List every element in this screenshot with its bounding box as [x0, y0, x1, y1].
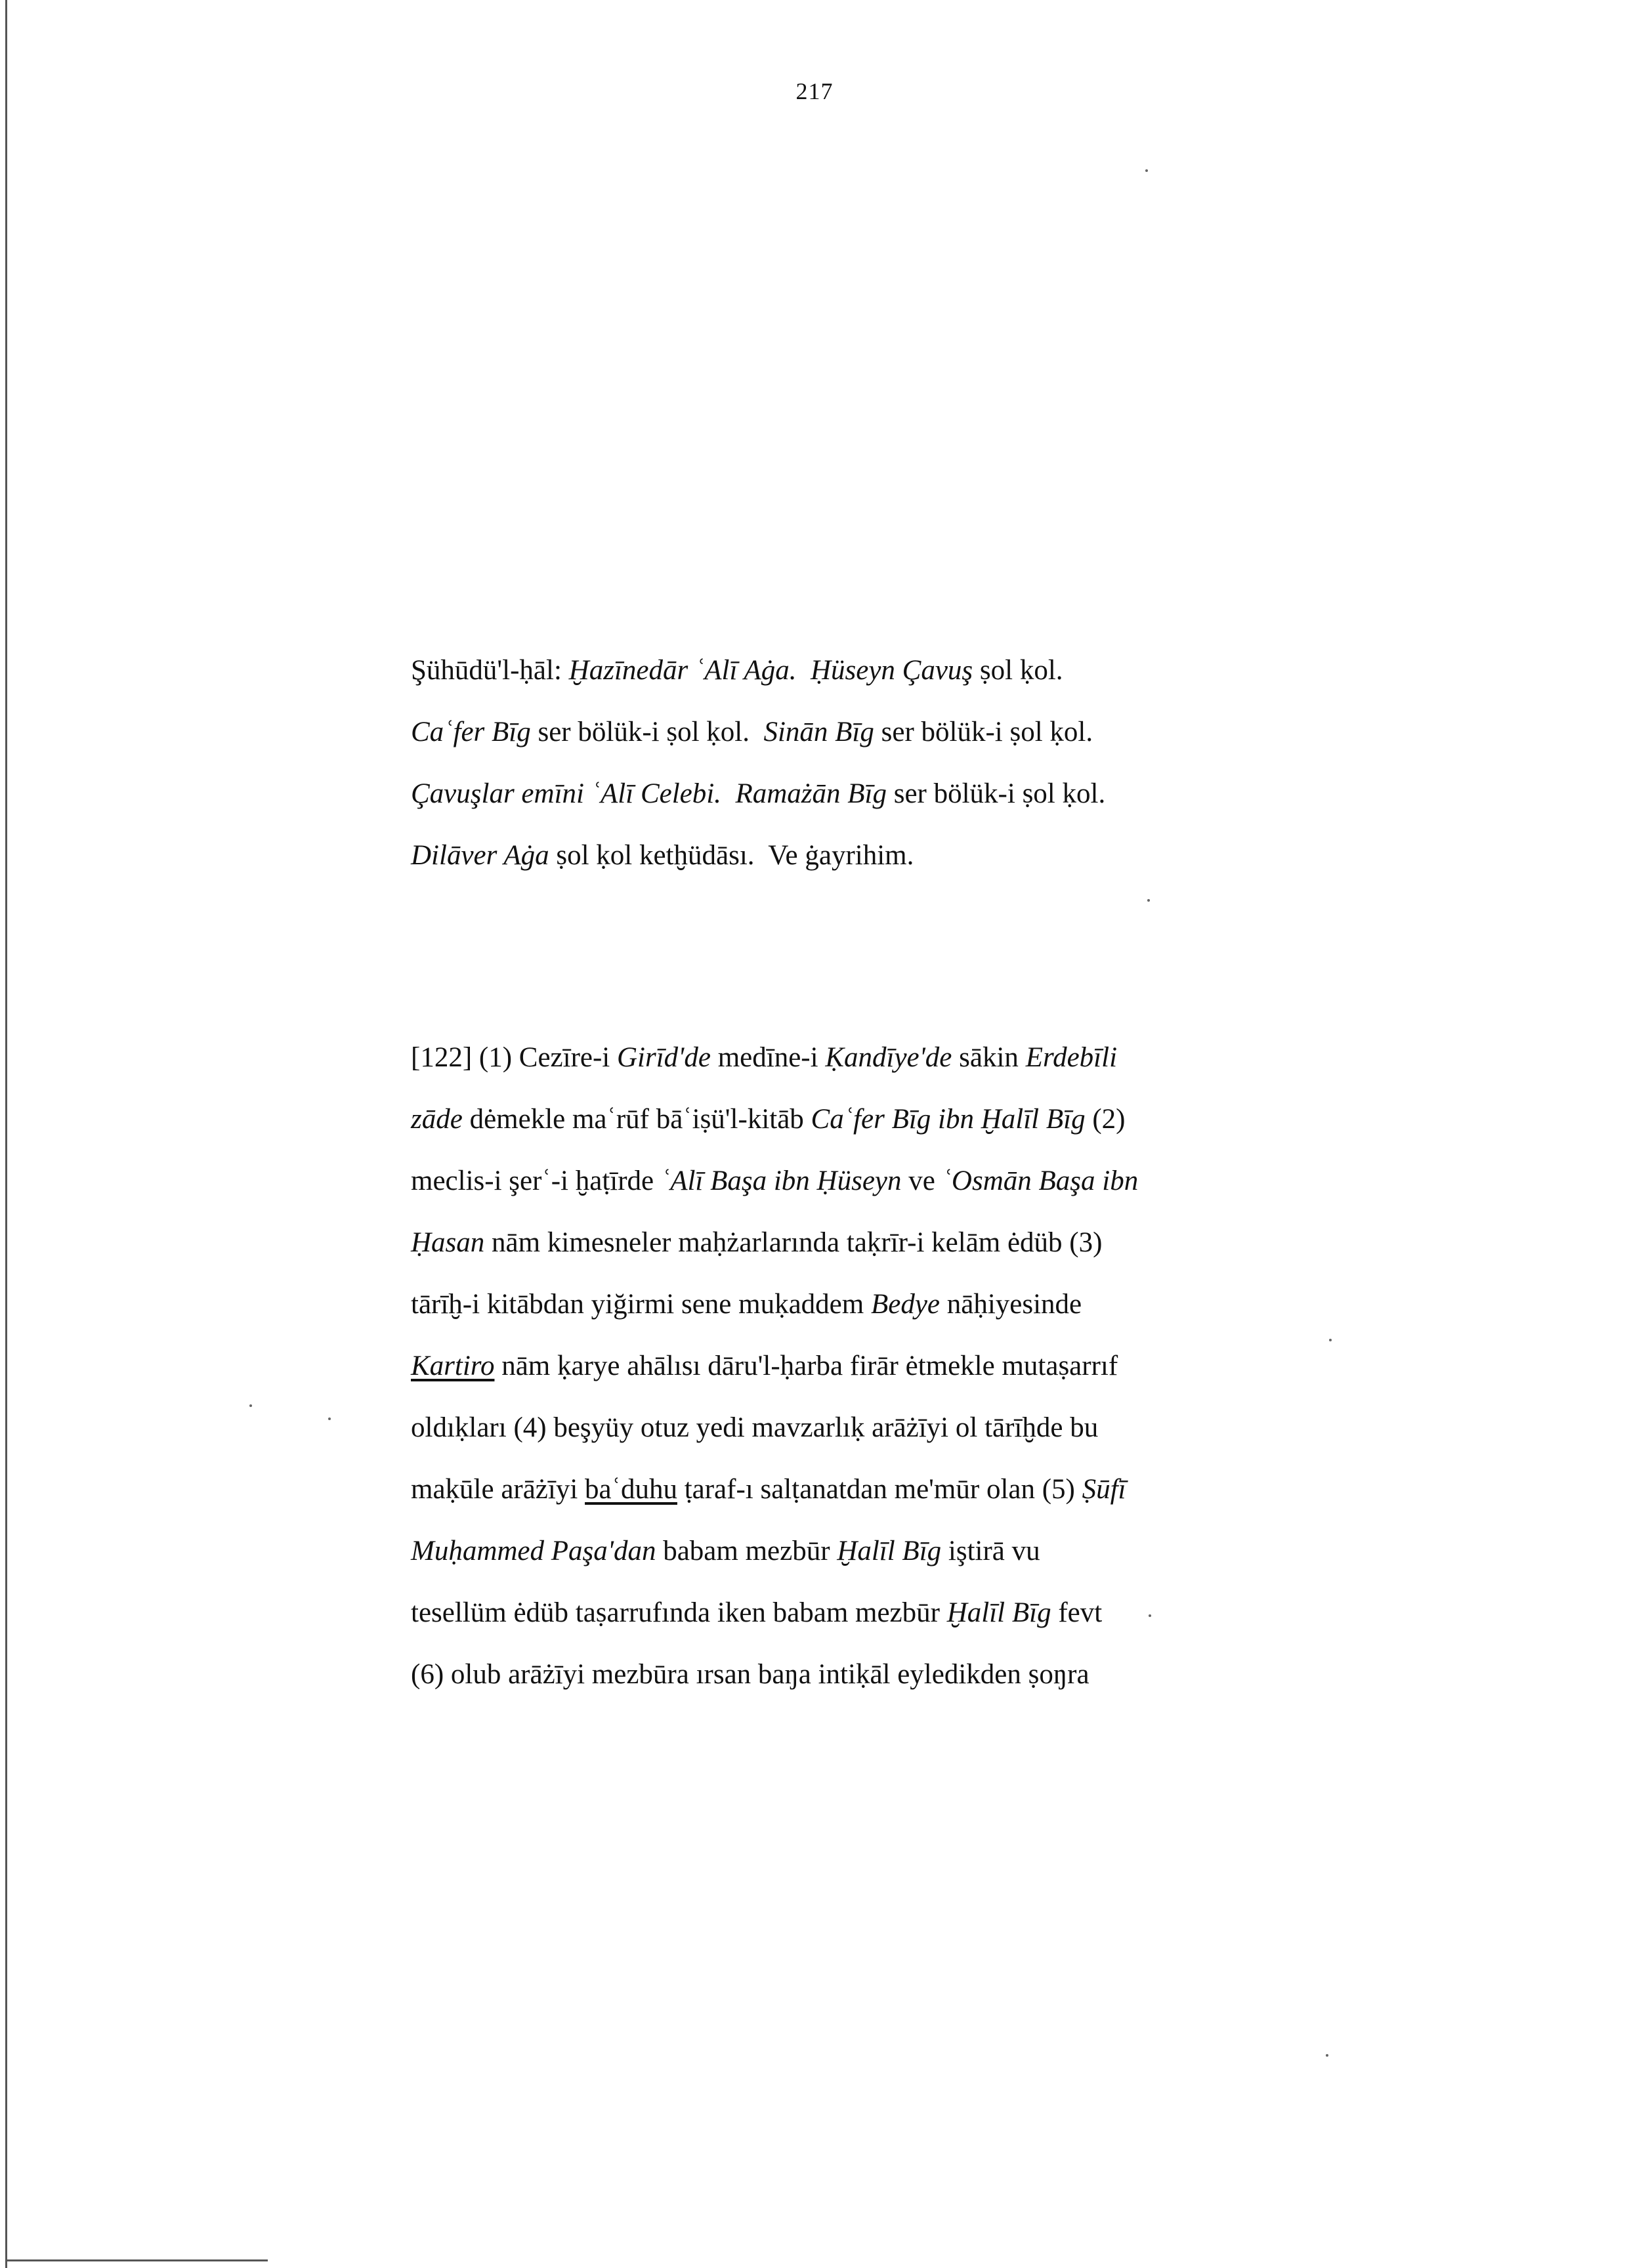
- text-segment: ve: [901, 1166, 942, 1196]
- italic-text-segment: Girīd'de: [617, 1042, 711, 1073]
- text-line: [411, 1027, 1323, 1089]
- text-segment: nām kimesneler maḥżarlarında taḳrīr-i kelām ėdüb (3): [484, 1227, 1103, 1258]
- text-segment: ol: [955, 1412, 978, 1443]
- text-segment: baʿduhu: [585, 1474, 677, 1505]
- italic-text-segment: Ḫazīnedār ʿAlī Aġa.: [568, 655, 797, 686]
- text-segment: (2): [1085, 1104, 1126, 1135]
- text-segment: fevt: [1051, 1597, 1103, 1628]
- text-line: [411, 1212, 1323, 1274]
- text-line: [411, 1582, 1323, 1644]
- text-segment: tārīḫde bu: [977, 1412, 1099, 1443]
- text-segment: ser bölük-i ṣol ḳol.: [874, 717, 1093, 747]
- text-segment: nām ḳarye ahālısı dāru'l-ḥarba firār ėtmekle mutaṣarrıf: [494, 1351, 1118, 1381]
- witnesses-paragraph: [411, 640, 1323, 887]
- text-line: [411, 1644, 1323, 1706]
- scan-speck: [1326, 2054, 1328, 2057]
- text-line: [411, 1335, 1323, 1397]
- text-line: [411, 825, 1323, 887]
- text-segment: sākin: [952, 1042, 1026, 1073]
- scan-speck: [1147, 899, 1150, 902]
- text-segment: [122] (1) Cezīre-i: [411, 1042, 617, 1073]
- scan-speck: [249, 1404, 252, 1407]
- italic-text-segment: Caʿfer Bīg ibn Ḫalīl Bīg: [811, 1104, 1086, 1135]
- text-line: [411, 1521, 1323, 1582]
- text-segment: Şühūdü'l-ḥāl:: [411, 655, 569, 686]
- record-paragraph: [411, 1027, 1323, 1706]
- scan-speck: [1145, 169, 1148, 172]
- text-segment: ṣol ḳol ketḫüdāsı. Ve ġayrihim.: [549, 840, 914, 871]
- italic-text-segment: Ḥüseyn Çavuş: [810, 655, 973, 686]
- scan-speck: [1149, 1614, 1151, 1617]
- text-segment: meclis-i şerʿ-i ḫaṭīrde: [411, 1166, 661, 1196]
- text-line: [411, 1089, 1323, 1150]
- text-segment: iştirā vu: [941, 1536, 1040, 1566]
- italic-text-segment: Muḥammed Paşa'dan: [411, 1536, 656, 1566]
- italic-text-segment: Ḳandīye'de: [825, 1042, 952, 1073]
- italic-text-segment: Dilāver Aġa: [411, 840, 549, 871]
- scan-bottom-line: [5, 2259, 268, 2261]
- italic-text-segment: Caʿfer Bīg: [411, 717, 531, 747]
- text-segment: [721, 778, 736, 809]
- scan-edge-line: [5, 0, 7, 2268]
- italic-text-segment: ʿOsmān Başa ibn: [942, 1166, 1139, 1196]
- italic-text-segment: Ḫalīl Bīg: [946, 1597, 1051, 1628]
- text-segment: maḳūle arāżīyi: [411, 1474, 585, 1505]
- italic-text-segment: Kartiro: [411, 1351, 495, 1381]
- italic-text-segment: Sinān Bīg: [763, 717, 874, 747]
- text-line: [411, 1397, 1323, 1459]
- text-line: [411, 640, 1323, 702]
- text-segment: tesellüm ėdüb taṣarrufında iken babam mezbūr: [411, 1597, 947, 1628]
- page-number: 217: [795, 78, 834, 104]
- text-segment: dėmekle maʿrūf bāʿiṣü'l-kitāb: [462, 1104, 811, 1135]
- text-line: [411, 702, 1323, 763]
- scan-speck: [1329, 1339, 1332, 1341]
- text-segment: medīne-i: [710, 1042, 826, 1073]
- text-line: [411, 763, 1323, 825]
- text-segment: ṣol ḳol.: [973, 655, 1063, 686]
- text-segment: ṭaraf-ı salṭanatdan me'mūr olan (5): [677, 1474, 1082, 1505]
- italic-text-segment: Ḫalīl Bīg: [837, 1536, 942, 1566]
- italic-text-segment: ʿAlī Başa ibn Ḥüseyn: [660, 1166, 902, 1196]
- text-segment: nāḥiyesinde: [940, 1289, 1082, 1320]
- italic-text-segment: Ramażān Bīg: [735, 778, 887, 809]
- text-segment: ser bölük-i ṣol ḳol.: [886, 778, 1106, 809]
- text-segment: oldıḳları (4) beşyüy otuz yedi mavzarlıḳ arāżīyi: [411, 1412, 956, 1443]
- text-segment: (6) olub arāżīyi mezbūra ırsan baŋa intiḳāl eyledikden ṣoŋra: [411, 1659, 1090, 1690]
- text-segment: tārīḫ-i kitābdan yiğirmi sene muḳaddem: [411, 1289, 871, 1320]
- text-segment: [796, 655, 811, 686]
- scan-speck: [328, 1418, 331, 1420]
- text-segment: ser bölük-i ṣol ḳol.: [530, 717, 764, 747]
- italic-text-segment: Ṣūfī: [1082, 1474, 1126, 1505]
- text-segment: babam mezbūr: [656, 1536, 837, 1566]
- italic-text-segment: Bedye: [870, 1289, 940, 1320]
- text-line: [411, 1459, 1323, 1521]
- italic-text-segment: zāde: [411, 1104, 463, 1135]
- italic-text-segment: Çavuşlar emīni ʿAlī Celebi.: [411, 778, 721, 809]
- italic-text-segment: Erdebīli: [1025, 1042, 1118, 1073]
- text-line: [411, 1274, 1323, 1335]
- text-line: [411, 1150, 1323, 1212]
- italic-text-segment: Ḥasan: [411, 1227, 485, 1258]
